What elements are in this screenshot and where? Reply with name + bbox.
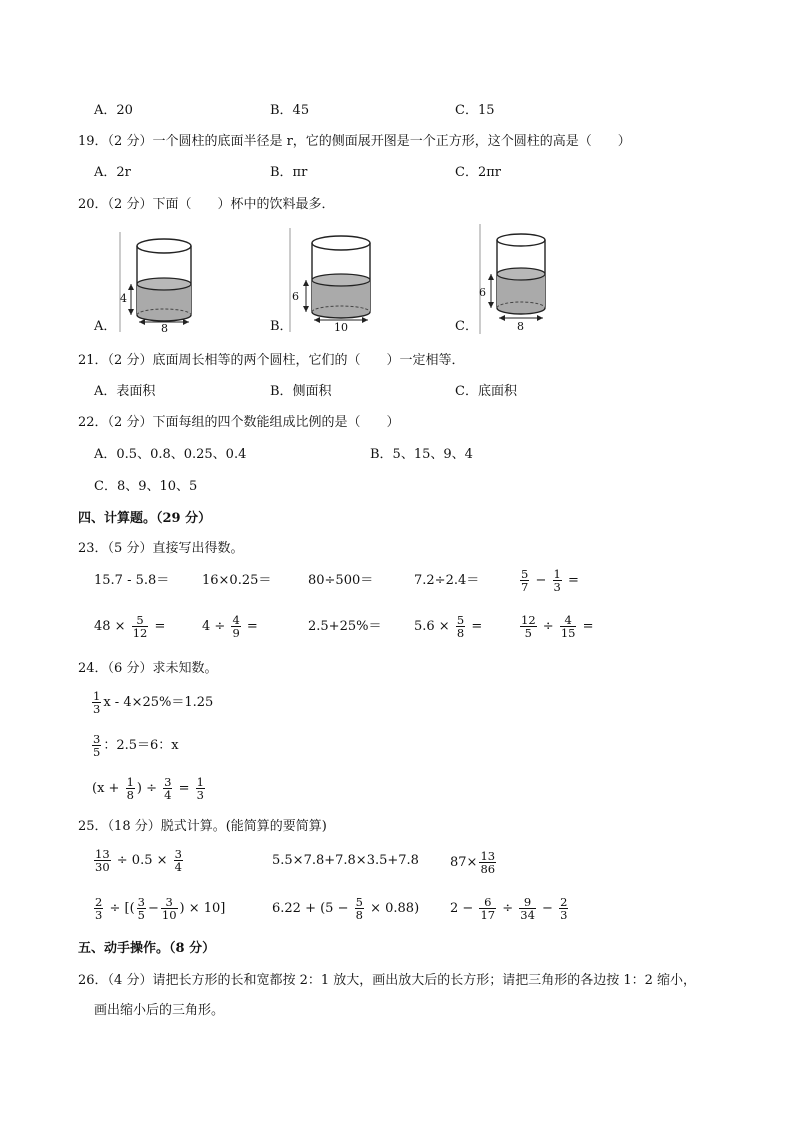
- q24-equation-2: $\frac{3}{5}$ ：2.5＝6：x: [93, 732, 179, 760]
- q25-stem: 25．（18 分）脱式计算。(能简算的要简算): [78, 819, 327, 834]
- cup-a-height-label: 4: [120, 292, 127, 305]
- q20-option-b: B．: [270, 319, 293, 334]
- q23-item-4: 7.2÷2.4＝: [414, 573, 480, 588]
- q26-line-2: 画出缩小后的三角形。: [94, 1003, 225, 1018]
- cup-b-width-label: 10: [334, 321, 348, 332]
- q19-stem: 19．（2 分）一个圆柱的底面半径是 r，它的侧面展开图是一个正方形，这个圆柱的高是（ ）: [78, 134, 631, 149]
- q21-option-b: B．侧面积: [270, 384, 332, 399]
- q21-option-a: A．表面积: [94, 384, 156, 399]
- q25-calc-6: 2 − $\frac{6}{17}$ ÷ $\frac{9}{34}$ − $\frac{2}{3}$: [450, 895, 568, 923]
- cup-b-figure: [288, 228, 388, 332]
- section-5-title: 五、动手操作。（8 分）: [78, 941, 216, 956]
- q24-stem: 24．（6 分）求未知数。: [78, 661, 218, 676]
- q22-stem: 22．（2 分）下面每组的四个数能组成比例的是（ ）: [78, 415, 400, 430]
- cup-a-figure: [112, 232, 202, 332]
- q23-item-5: $\frac{5}{7}$ − $\frac{1}{3}$ =: [521, 567, 579, 595]
- q26-line-1: 26．（4 分）请把长方形的长和宽都按 2：1 放大，画出放大后的长方形；请把三角形的各边按 1：2 缩小，: [78, 973, 697, 988]
- cup-c-width-label: 8: [517, 320, 524, 333]
- q23-item-6: 48 × $\frac{5}{12}$ =: [94, 613, 166, 641]
- q22-option-a: A．0.5、0.8、0.25、0.4: [94, 447, 247, 462]
- q23-item-3: 80÷500＝: [308, 573, 374, 588]
- cup-a-width-label: 8: [161, 322, 168, 332]
- cup-c-rim: [497, 234, 545, 246]
- q23-item-10: $\frac{12}{5}$ ÷ $\frac{4}{15}$ =: [521, 613, 594, 641]
- section-4-title: 四、计算题。（29 分）: [78, 511, 212, 526]
- q18-option-a: A．20: [94, 103, 133, 118]
- q23-item-8: 2.5+25%＝: [308, 619, 382, 634]
- q18-option-c: C．15: [455, 103, 495, 118]
- q25-calc-3: 87× $\frac{13}{86}$: [450, 849, 496, 877]
- cup-c-height-label: 6: [479, 286, 486, 299]
- q25-calc-2: 5.5×7.8+7.8×3.5+7.8: [272, 853, 419, 868]
- q23-item-9: 5.6 × $\frac{5}{8}$ =: [414, 613, 483, 641]
- cup-b-rim: [312, 236, 370, 250]
- q25-calc-4: $\frac{2}{3}$ ÷ [( $\frac{3}{5}$ − $\frac{3}{10}$ ) × 10]: [95, 895, 226, 923]
- q23-item-7: 4 ÷ $\frac{4}{9}$ =: [202, 613, 258, 641]
- q23-item-2: 16×0.25＝: [202, 573, 272, 588]
- cup-c-figure: [476, 224, 556, 334]
- q20-option-a: A．: [94, 319, 117, 334]
- q20-stem: 20．（2 分）下面（ ）杯中的饮料最多．: [78, 197, 335, 212]
- q19-option-b: B．πr: [270, 165, 308, 180]
- q18-option-b: B．45: [270, 103, 310, 118]
- q23-item-1: 15.7 - 5.8＝: [94, 573, 170, 588]
- q21-option-c: C．底面积: [455, 384, 517, 399]
- cup-b-height-label: 6: [292, 290, 299, 303]
- q22-option-c: C．8、9、10、5: [94, 479, 198, 494]
- q22-option-b: B．5、15、9、4: [370, 447, 473, 462]
- q24-equation-3: (x + $\frac{1}{8}$ ) ÷ $\frac{3}{4}$ = $\frac{1}{3}$: [92, 775, 204, 803]
- q23-stem: 23．（5 分）直接写出得数。: [78, 541, 244, 556]
- cup-a-rim: [137, 239, 191, 253]
- q21-stem: 21．（2 分）底面周长相等的两个圆柱，它们的（ ）一定相等．: [78, 353, 465, 368]
- q25-calc-5: 6.22 + (5 − $\frac{5}{8}$ × 0.88): [272, 895, 420, 923]
- q19-option-a: A．2r: [94, 165, 131, 180]
- q24-equation-1: $\frac{1}{3}$ x - 4×25%＝1.25: [93, 689, 214, 717]
- q20-option-c: C．: [455, 319, 478, 334]
- q19-option-c: C．2πr: [455, 165, 501, 180]
- q25-calc-1: $\frac{13}{30}$ ÷ 0.5 × $\frac{3}{4}$: [95, 847, 182, 875]
